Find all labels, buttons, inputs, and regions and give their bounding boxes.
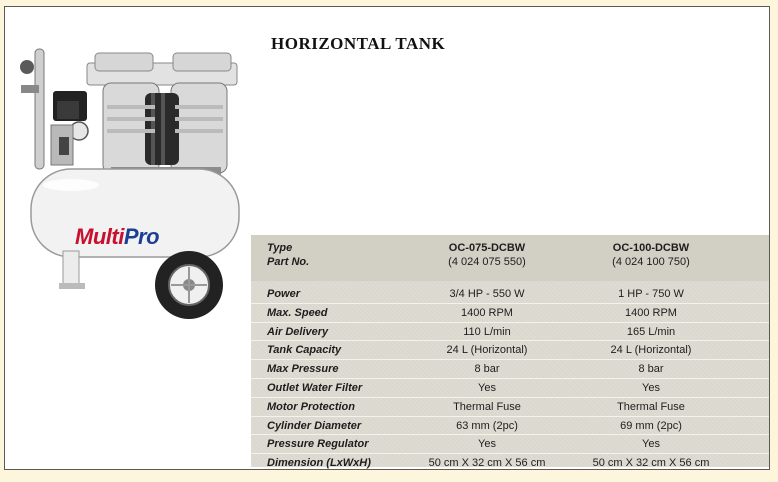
spec-label: Pressure Regulator [267, 438, 369, 451]
spec-label: Power [267, 288, 301, 300]
spec-value-model1: Thermal Fuse [453, 400, 521, 413]
model2-type: OC-100-DCBW [612, 242, 690, 254]
spec-value-model1: 50 cm X 32 cm X 56 cm [428, 457, 546, 470]
spec-value-model1: 63 mm (2pc) [456, 419, 518, 432]
spec-label: Dimension (LxWxH) [267, 457, 371, 470]
table-row [251, 340, 769, 359]
spec-label: Tank Capacity [267, 344, 342, 357]
spec-value-model2: 165 L/min [626, 325, 676, 338]
spec-value-model1: 1400 RPM [461, 306, 513, 319]
brand-logo-part1: Multi [75, 224, 124, 249]
spec-value-model1: Yes [478, 381, 496, 394]
spec-value-model1: 3/4 HP - 550 W [449, 288, 525, 300]
spec-value-model2: 8 bar [638, 363, 664, 376]
table-row [251, 434, 769, 453]
spec-value-model2: Yes [642, 381, 660, 394]
spec-value-model1: 24 L (Horizontal) [446, 344, 528, 357]
model1-part-no: (4 024 075 550) [448, 256, 526, 268]
spec-value-model2: Thermal Fuse [617, 400, 685, 413]
table-row [251, 322, 769, 341]
compressor-image [11, 35, 251, 325]
compressor-illustration [11, 35, 251, 325]
model2-part-no: (4 024 100 750) [612, 256, 690, 268]
spec-value-model2: 50 cm X 32 cm X 56 cm [592, 457, 710, 470]
spec-label: Cylinder Diameter [267, 419, 362, 432]
spec-value-model2: 69 mm (2pc) [620, 419, 682, 432]
brand-logo [75, 224, 159, 250]
spec-table-header [251, 235, 769, 281]
table-row [251, 285, 769, 303]
table-row [251, 359, 769, 378]
spec-value-model1: 110 L/min [463, 325, 511, 338]
spec-value-model2: Yes [642, 438, 660, 451]
spec-label: Motor Protection [267, 400, 355, 413]
brand-logo-part2: Pro [123, 224, 160, 249]
spec-value-model2: 1400 RPM [625, 306, 677, 319]
spec-label: Max Pressure [267, 363, 339, 376]
spec-value-model2: 24 L (Horizontal) [610, 344, 692, 357]
spec-value-model1: Yes [478, 438, 496, 451]
header-label-type: Type [267, 242, 293, 254]
model1-type: OC-075-DCBW [448, 242, 526, 254]
table-row [251, 453, 769, 472]
document-frame [4, 6, 770, 470]
spec-value-model2: 1 HP - 750 W [618, 288, 684, 300]
spec-table [251, 235, 769, 470]
spec-table-body [251, 285, 769, 472]
spec-label: Air Delivery [267, 325, 329, 338]
table-row [251, 303, 769, 322]
page-title: HORIZONTAL TANK [271, 34, 446, 53]
table-row [251, 397, 769, 416]
table-row [251, 378, 769, 397]
table-row [251, 416, 769, 435]
header-label-part-no: Part No. [267, 256, 310, 268]
spec-label: Outlet Water Filter [267, 381, 363, 394]
spec-label: Max. Speed [267, 306, 328, 319]
spec-value-model1: 8 bar [474, 363, 500, 376]
